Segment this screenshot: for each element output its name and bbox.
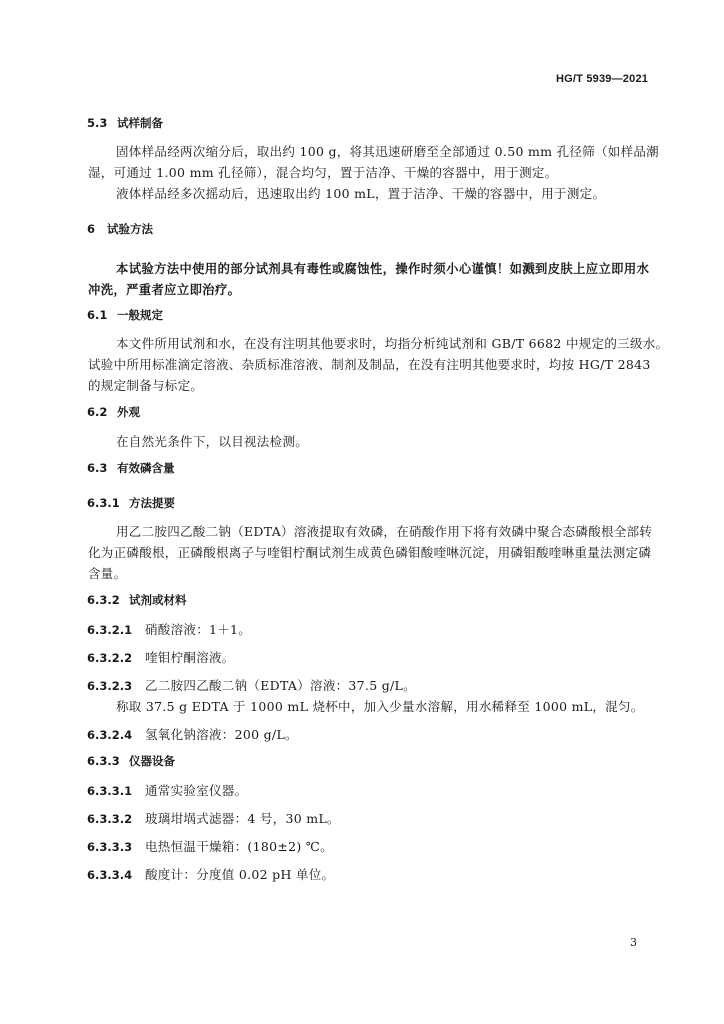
item-text: 喹钼柠酮溶液。 <box>145 650 235 665</box>
item-number: 6.3.2.1 <box>87 623 133 637</box>
section-title: 方法提要 <box>129 496 175 510</box>
paragraph-line: 液体样品经多次摇动后，迅速取出约 100 mL，置于洁净、干燥的容器中，用于测定。 <box>116 186 606 201</box>
section-number: 5.3 <box>87 116 108 130</box>
section-title: 试剂或材料 <box>129 593 187 607</box>
item-number: 6.3.3.2 <box>87 812 133 826</box>
section-number: 6.1 <box>87 308 108 322</box>
section-heading-6-2 <box>87 404 140 420</box>
section-heading-6-3-1 <box>87 495 175 511</box>
section-title: 试样制备 <box>117 116 163 130</box>
item-number: 6.3.2.3 <box>87 679 133 693</box>
section-title: 仪器设备 <box>129 754 175 768</box>
section-number: 6.3 <box>87 461 108 475</box>
item-number: 6.3.2.2 <box>87 651 133 665</box>
paragraph-line: 在自然光条件下，以目视法检测。 <box>116 434 309 449</box>
paragraph-line: 固体样品经两次缩分后，取出约 100 g，将其迅速研磨至全部通过 0.50 mm 孔径筛（如样品潮 <box>116 144 659 159</box>
item-text: 电热恒温干燥箱：(180±2) ℃。 <box>145 839 333 854</box>
section-heading-6 <box>87 221 153 237</box>
list-item-6-3-2-4 <box>87 725 298 743</box>
safety-warning-line: 本试验方法中使用的部分试剂具有毒性或腐蚀性，操作时须小心谨慎！如溅到皮肤上应立即用水 <box>116 262 650 276</box>
section-heading-6-3-2 <box>87 592 187 608</box>
page-number: 3 <box>630 936 637 949</box>
item-number: 6.3.2.4 <box>87 728 133 742</box>
paragraph-line: 湿，可通过 1.00 mm 孔径筛），混合均匀，置于洁净、干燥的容器中，用于测定。 <box>88 165 558 180</box>
list-item-6-3-2-3 <box>87 676 416 694</box>
section-title: 试验方法 <box>107 222 153 236</box>
section-heading-6-3-3 <box>87 753 175 769</box>
list-item-6-3-3-4 <box>87 865 334 883</box>
item-text: 乙二胺四乙酸二钠（EDTA）溶液：37.5 g/L。 <box>145 678 416 693</box>
section-number: 6 <box>87 222 96 236</box>
list-item-6-3-2-2 <box>87 648 235 666</box>
item-text: 酸度计：分度值 0.02 pH 单位。 <box>145 867 335 882</box>
paragraph-line: 用乙二胺四乙酸二钠（EDTA）溶液提取有效磷，在硝酸作用下将有效磷中聚合态磷酸根全部转 <box>116 524 653 539</box>
section-title: 有效磷含量 <box>117 461 175 475</box>
section-number: 6.3.2 <box>87 593 120 607</box>
section-number: 6.2 <box>87 405 108 419</box>
section-number: 6.3.3 <box>87 754 120 768</box>
section-heading-5-3 <box>87 115 163 131</box>
list-item-6-3-3-2 <box>87 809 340 827</box>
item-number: 6.3.3.3 <box>87 840 133 854</box>
paragraph-line: 含量。 <box>88 566 127 581</box>
item-number: 6.3.3.1 <box>87 784 133 798</box>
paragraph-line: 称取 37.5 g EDTA 于 1000 mL 烧杯中，加入少量水溶解，用水稀释至 1000 mL，混匀。 <box>116 699 644 714</box>
item-text: 通常实验室仪器。 <box>145 783 248 798</box>
section-number: 6.3.1 <box>87 496 120 510</box>
list-item-6-3-3-1 <box>87 781 247 799</box>
item-text: 玻璃坩埚式滤器：4 号，30 mL。 <box>145 811 340 826</box>
item-text: 硝酸溶液：1＋1。 <box>145 622 252 637</box>
standard-code-header: HG/T 5939—2021 <box>556 73 649 85</box>
paragraph-line: 的规定制备与标定。 <box>88 378 204 393</box>
paragraph-line: 化为正磷酸根，正磷酸根离子与喹钼柠酮试剂生成黄色磷钼酸喹啉沉淀，用磷钼酸喹啉重量法测定磷 <box>88 545 652 560</box>
section-title: 外观 <box>117 405 140 419</box>
paragraph-line: 试验中所用标准滴定溶液、杂质标准溶液、制剂及制品，在没有注明其他要求时，均按 HG/T 2843 <box>88 357 651 372</box>
list-item-6-3-3-3 <box>87 837 333 855</box>
safety-warning-line: 冲洗，严重者应立即治疗。 <box>88 283 241 297</box>
item-number: 6.3.3.4 <box>87 868 133 882</box>
section-heading-6-3 <box>87 460 175 476</box>
list-item-6-3-2-1 <box>87 620 251 638</box>
paragraph-line: 本文件所用试剂和水，在没有注明其他要求时，均指分析纯试剂和 GB/T 6682 中规定的三级水。 <box>116 336 669 351</box>
section-title: 一般规定 <box>117 308 163 322</box>
section-heading-6-1 <box>87 307 163 323</box>
item-text: 氢氧化钠溶液：200 g/L。 <box>145 727 298 742</box>
